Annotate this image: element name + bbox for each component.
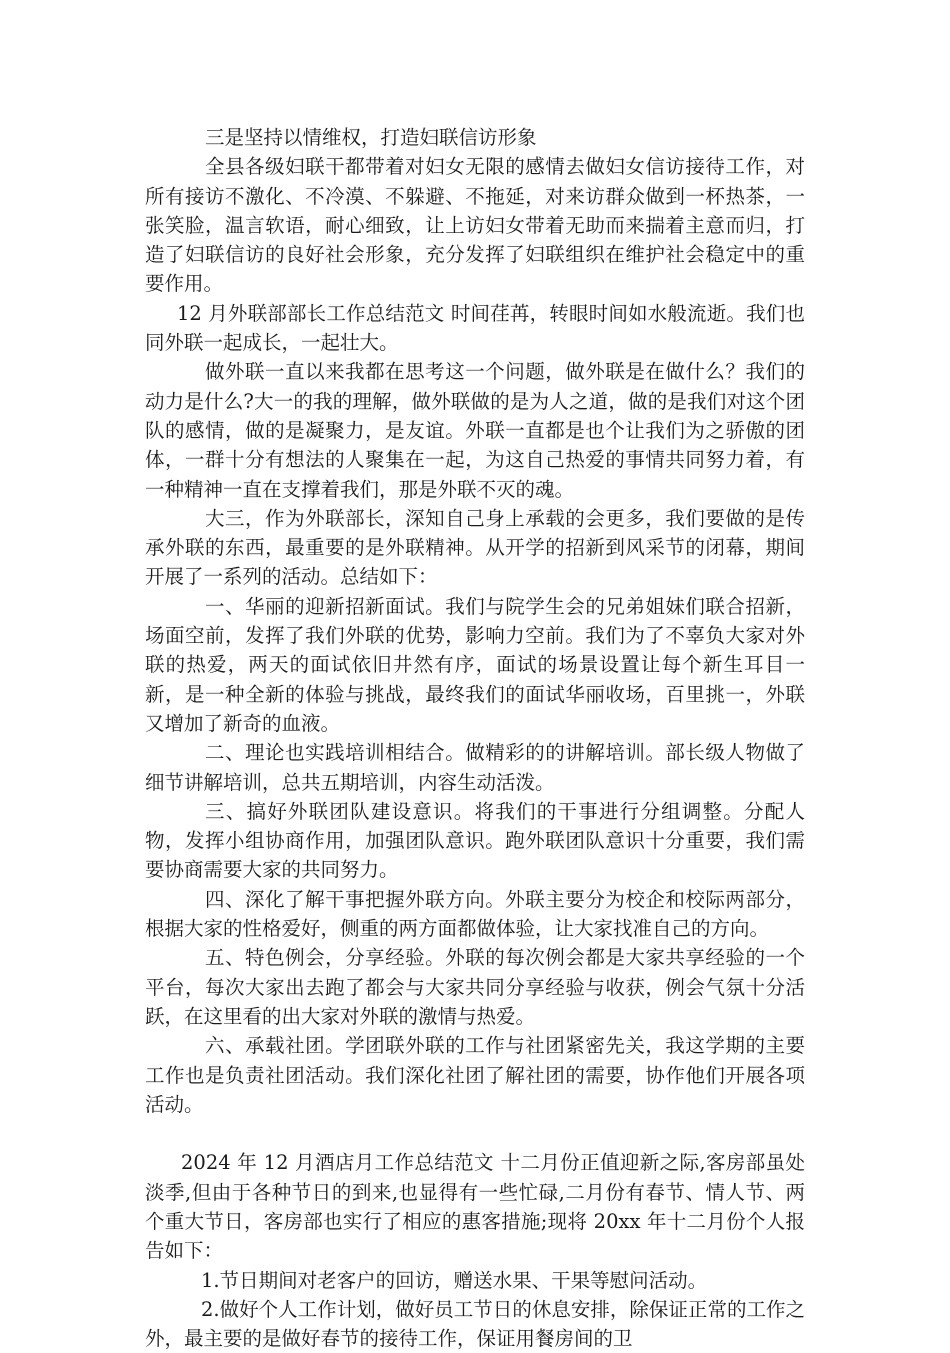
- section-heading: 三是坚持以情维权，打造妇联信访形象: [205, 126, 537, 149]
- document-body: [145, 123, 805, 1353]
- numbered-item: 1.节日期间对老客户的回访，赠送水果、干果等慰问活动。: [201, 1268, 708, 1292]
- list-item-paragraph: 四、深化了解干事把握外联方向。外联主要分为校企和校际两部分，根据大家的性格爱好，侧重的两方面都做体验，让大家找准自己的方向。: [145, 887, 805, 941]
- list-item-paragraph: 一、华丽的迎新招新面试。我们与院学生会的兄弟姐妹们联合招新，场面空前，发挥了我们外联的优势，影响力空前。我们为了不辜负大家对外联的热爱，两天的面试依旧井然有序，面试的场景设置让每个新生耳目一新，是一种全新的体验与挑战，最终我们的面试华丽收场，百里挑一，外联又增加了新奇的血液。: [145, 594, 805, 735]
- article-title-paragraph: 2024 年 12 月酒店月工作总结范文 十二月份正值迎新之际,客房部虽处淡季,但由于各种节日的到来,也显得有一些忙碌,二月份有春节、情人节、两个重大节日，客房部也实行了相应的惠客措施;现将 20xx 年十二月份个人报告如下：: [145, 1151, 805, 1263]
- article-title-paragraph: 12 月外联部部长工作总结范文 时间荏苒，转眼时间如水般流逝。我们也同外联一起成长，一起壮大。: [145, 301, 805, 355]
- list-item-paragraph: 五、特色例会，分享经验。外联的每次例会都是大家共享经验的一个平台，每次大家出去跑了都会与大家共同分享经验与收获，例会气氛十分活跃，在这里看的出大家对外联的激情与热爱。: [145, 946, 805, 1028]
- paragraph: 做外联一直以来我都在思考这一个问题，做外联是在做什么？我们的动力是什么?大一的我的理解，做外联做的是为人之道，做的是我们对这个团队的感情，做的是凝聚力，是友谊。外联一直都是也个让我们为之骄傲的团体，一群十分有想法的人聚集在一起，为这自己热爱的事情共同努力着，有一种精神一直在支撑着我们，那是外联不灭的魂。: [145, 360, 805, 501]
- numbered-item: 2.做好个人工作计划，做好员工节日的休息安排，除保证正常的工作之外，最主要的是做好春节的接待工作，保证用餐房间的卫: [145, 1297, 805, 1351]
- list-item-paragraph: 二、理论也实践培训相结合。做精彩的的讲解培训。部长级人物做了细节讲解培训，总共五期培训，内容生动活泼。: [145, 741, 805, 794]
- blank-line: [145, 1119, 805, 1148]
- list-item-paragraph: 三、搞好外联团队建设意识。将我们的干事进行分组调整。分配人物，发挥小组协商作用，加强团队意识。跑外联团队意识十分重要，我们需要协商需要大家的共同努力。: [145, 799, 805, 882]
- paragraph: 大三，作为外联部长，深知自己身上承载的会更多，我们要做的是传承外联的东西，最重要的是外联精神。从开学的招新到风采节的闭幕，期间开展了一系列的活动。总结如下：: [145, 506, 805, 589]
- paragraph: 全县各级妇联干都带着对妇女无限的感情去做妇女信访接待工作，对所有接访不激化、不冷漠、不躲避、不拖延，对来访群众做到一杯热茶，一张笑脸，温言软语，耐心细致，让上访妇女带着无助而来揣着主意而归，打造了妇联信访的良好社会形象，充分发挥了妇联组织在维护社会稳定中的重要作用。: [145, 155, 805, 296]
- list-item-paragraph: 六、承载社团。学团联外联的工作与社团紧密先关，我这学期的主要工作也是负责社团活动。我们深化社团了解社团的需要，协作他们开展各项活动。: [145, 1034, 805, 1116]
